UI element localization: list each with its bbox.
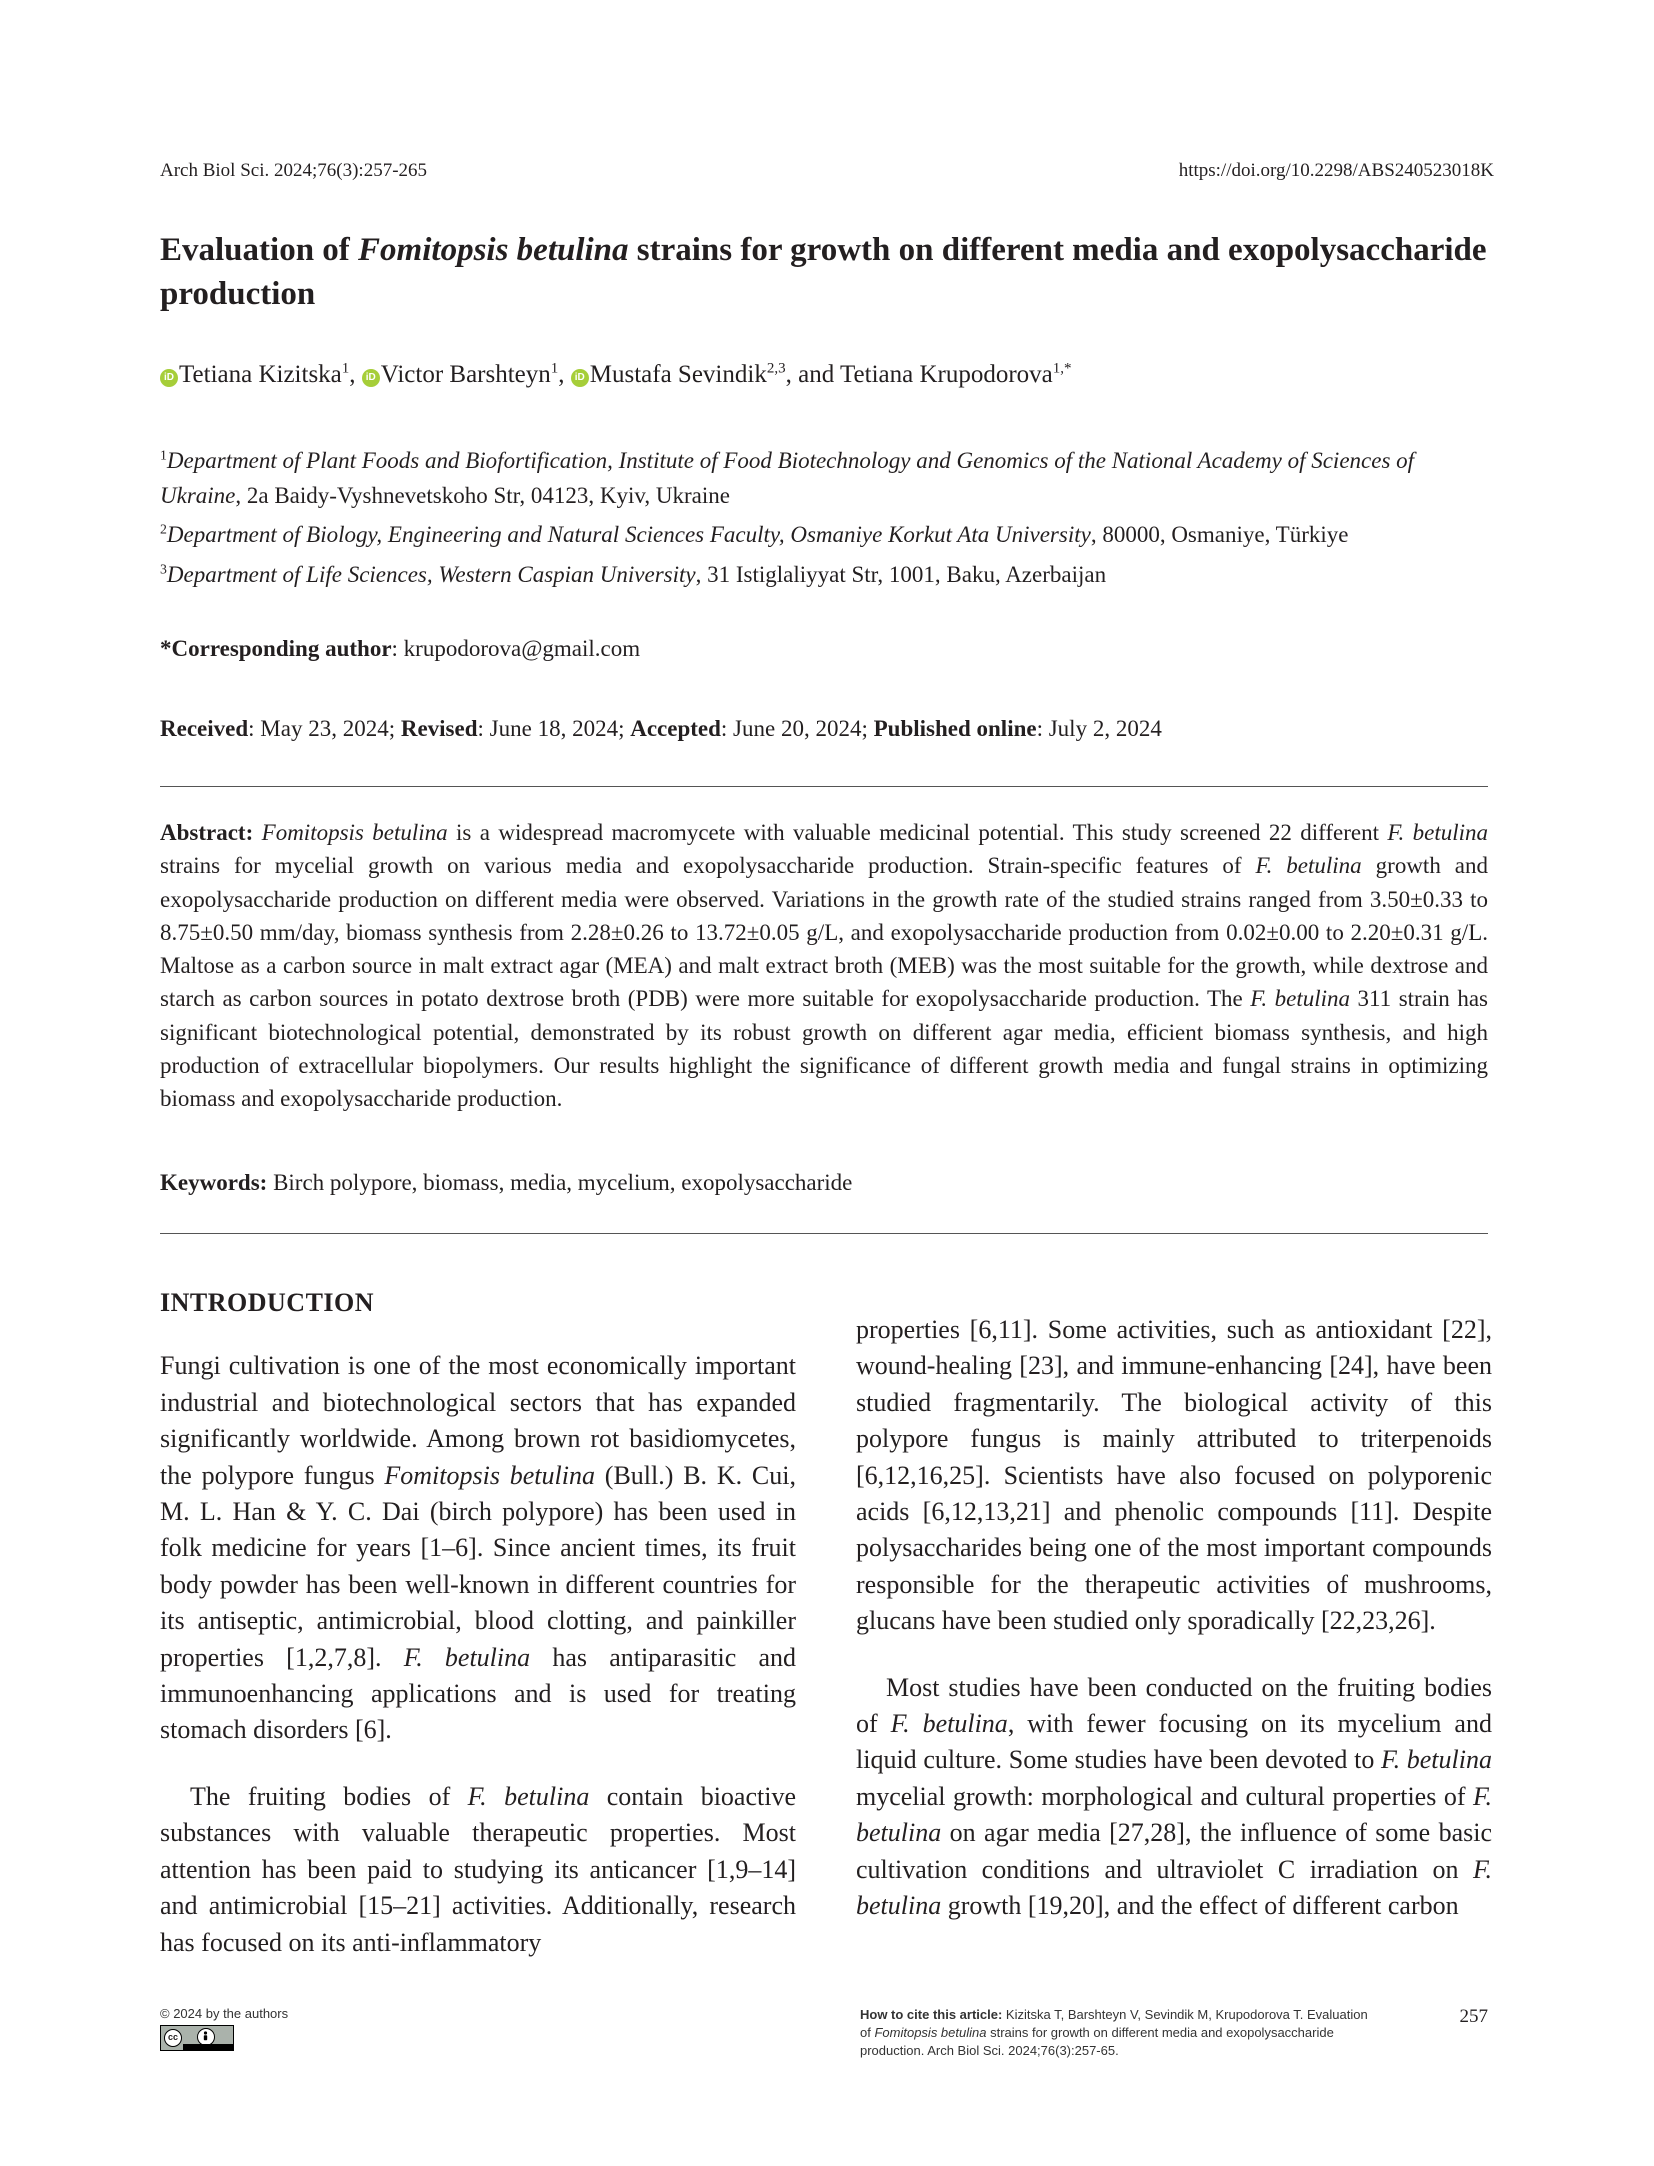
journal-reference: Arch Biol Sci. 2024;76(3):257-265	[160, 160, 428, 181]
divider-bottom	[160, 1233, 1488, 1234]
author-affiliation-marker: 1	[550, 360, 559, 377]
author-name: Victor Barshteyn	[380, 361, 551, 388]
accepted-date: June 20, 2024	[733, 716, 862, 741]
affiliation-number: 3	[160, 561, 167, 577]
species-name: F. betulina	[1250, 986, 1350, 1012]
species-name: F. betulina	[856, 1854, 1492, 1921]
how-to-cite	[860, 2006, 1380, 2060]
cite-text: strains for growth on different media and exopolysaccharide production. Arch Biol Sci. 2024;76(3):257-65.	[860, 2025, 1334, 2058]
abstract-body	[160, 820, 1488, 1111]
text-run: strains for mycelial growth on various media and exopolysaccharide production. Strain-specific features of	[160, 853, 1256, 879]
cc-by-license-icon[interactable]	[160, 2025, 234, 2051]
affiliation-address: , 31 Istiglaliyyat Str, 1001, Baku, Azerbaijan	[695, 562, 1107, 587]
abstract	[160, 816, 1488, 1116]
keywords	[160, 1170, 852, 1196]
received-label: Received	[160, 716, 249, 741]
text-run: contain bioactive substances with valuable therapeutic properties. Most attention has been paid to studying its anticancer [1,9–14] and antimicrobial [15–21] activities. Additionally, research has focused on its anti-inflammatory	[160, 1781, 796, 1957]
text-run: 311 strain has significant biotechnological potential, demonstrated by its robust growth on different agar media, efficient biomass synthesis, and high production of extracellular biopolymers. Our results highlight the significance of different growth media and fungal strains in optimizing biomass and exopolysaccharide production.	[160, 986, 1489, 1112]
received-date: May 23, 2024	[260, 716, 389, 741]
corresponding-email[interactable]: krupodorova@gmail.com	[403, 636, 641, 661]
corresponding-label: *Corresponding author	[160, 636, 392, 661]
cc-icon: cc	[164, 2029, 182, 2047]
author-affiliation-marker: 1	[341, 360, 350, 377]
species-name: F. betulina	[467, 1781, 590, 1811]
cite-species: Fomitopsis betulina	[874, 2025, 987, 2040]
affiliation-department: Department of Biology, Engineering and Natural Sciences Faculty, Osmaniye Korkut Ata University	[166, 522, 1091, 547]
keywords-label: Keywords:	[160, 1170, 268, 1195]
affiliation-address: , 80000, Osmaniye, Türkiye	[1090, 522, 1349, 547]
orcid-icon[interactable]: iD	[571, 369, 589, 387]
text-run: growth and exopolysaccharide production on different media were observed. Variations in the growth rate of the studied strains ranged from 3.50±0.33 to 8.75±0.50 mm/day, biomass synthesis from 2.28±0.26 to 13.72±0.05 g/L, and exopolysaccharide production from 0.02±0.00 to 2.20±0.31 g/L. Maltose as a carbon source in malt extract agar (MEA) and malt extract broth (MEB) was the most suitable for the growth, while dextrose and starch as carbon sources in potato dextrose broth (PDB) were more suitable for exopolysaccharide production. The	[160, 853, 1488, 1012]
author-affiliation-marker: 2,3	[766, 360, 786, 377]
section-heading: INTRODUCTION	[160, 1288, 375, 1317]
author-separator: ,	[558, 361, 571, 388]
title-part-2: strains for growth on different media and exopolysaccharide production	[160, 232, 1487, 312]
species-name: F. betulina	[1381, 1745, 1492, 1775]
divider-top	[160, 786, 1488, 787]
text-run: properties [6,11]. Some activities, such as antioxidant [22], wound-healing [23], and immune-enhancing [24], have been studied fragmentarily. The biological activity of this polypore fungus is mainly attributed to triterpenoids [6,12,16,25]. Scientists have also focused on polyporenic acids [6,12,13,21] and phenolic compounds [11]. Despite polysaccharides being one of the most important compounds responsible for the therapeutic activities of mushrooms, glucans have been studied only sporadically [22,23,26].	[856, 1315, 1492, 1636]
text-run: growth [19,20], and the effect of different carbon	[941, 1891, 1459, 1921]
accepted-label: Accepted	[630, 716, 721, 741]
species-name: F. betulina	[403, 1642, 531, 1672]
orcid-icon[interactable]: iD	[160, 369, 178, 387]
corresponding-author: *Corresponding author: krupodorova@gmail.com	[160, 636, 641, 661]
doi-link[interactable]: https://doi.org/10.2298/ABS240523018K	[1178, 160, 1494, 181]
species-name: Fomitopsis betulina	[384, 1460, 595, 1490]
text-run: , with fewer focusing on its mycelium and liquid culture. Some studies have been devoted to	[856, 1709, 1492, 1775]
text-run: Most studies have been conducted on the fruiting bodies of	[856, 1672, 1492, 1739]
column-left	[160, 1285, 796, 1961]
article-title	[160, 228, 1500, 316]
author-name: Mustafa Sevindik	[589, 361, 767, 388]
author-separator: ,	[349, 361, 362, 388]
affiliation-3	[160, 557, 1500, 592]
affiliation-1	[160, 443, 1500, 513]
published-date: July 2, 2024	[1048, 716, 1162, 741]
affiliation-number: 1	[160, 447, 167, 463]
paragraph	[856, 1312, 1492, 1640]
text-run: Fungi cultivation is one of the most economically important industrial and biotechnological sectors that has expanded significantly worldwide. Among brown rot basidiomycetes, the polypore fungus	[160, 1351, 796, 1490]
paragraph	[160, 1779, 796, 1961]
column-right	[856, 1312, 1492, 1925]
cite-text: Kizitska T, Barshteyn V, Sevindik M, Krupodorova T. Evaluation of	[860, 2007, 1368, 2040]
affiliation-department: Department of Life Sciences, Western Caspian University	[166, 562, 696, 587]
page-number: 257	[1459, 2006, 1488, 2027]
species-name: F. betulina	[1255, 853, 1362, 879]
author-name: Tetiana Krupodorova	[840, 361, 1053, 388]
author-name: Tetiana Kizitska	[179, 361, 342, 388]
affiliation-number: 2	[160, 521, 167, 537]
revised-label: Revised	[400, 716, 478, 741]
published-label: Published online	[873, 716, 1037, 741]
paragraph	[856, 1670, 1492, 1925]
author-list	[160, 358, 1072, 392]
keywords-text: Birch polypore, biomass, media, mycelium, exopolysaccharide	[267, 1170, 853, 1195]
text-run: on agar media [27,28], the influence of some basic cultivation conditions and ultraviolet C irradiation on	[856, 1818, 1492, 1884]
author-affiliation-marker: 1,*	[1052, 360, 1072, 377]
paragraph	[160, 1348, 796, 1748]
revised-date: June 18, 2024	[489, 716, 619, 741]
license-strip	[183, 2044, 234, 2050]
publication-dates: Received: May 23, 2024; Revised: June 18, 2024; Accepted: June 20, 2024; Published online: July 2, 2024	[160, 716, 1162, 741]
text-run: has antiparasitic and immunoenhancing applications and is used for treating stomach disorders [6].	[160, 1642, 796, 1745]
orcid-icon[interactable]: iD	[362, 369, 380, 387]
text-run: The fruiting bodies of	[190, 1781, 468, 1811]
species-name: F. betulina	[856, 1781, 1492, 1848]
species-name: Fomitopsis betulina	[261, 820, 448, 845]
abstract-label: Abstract:	[160, 820, 254, 845]
affiliation-2	[160, 517, 1500, 552]
species-name: F. betulina	[890, 1709, 1008, 1739]
text-run: is a widespread macromycete with valuable medicinal potential. This study screened 22 different	[447, 820, 1388, 845]
title-part-1: Evaluation of	[160, 232, 359, 268]
affiliation-department: Department of Plant Foods and Biofortification, Institute of Food Biotechnology and Genomics of the National Academy of Sciences of Ukraine	[160, 448, 1415, 508]
affiliation-address: , 2a Baidy-Vyshnevetskoho Str, 04123, Kyiv, Ukraine	[235, 483, 730, 508]
text-run: mycelial growth: morphological and cultural properties of	[856, 1781, 1473, 1811]
copyright-notice: © 2024 by the authors	[160, 2006, 289, 2021]
species-name: F. betulina	[1387, 820, 1489, 845]
author-separator: , and	[785, 361, 840, 388]
text-run: (Bull.) B. K. Cui, M. L. Han & Y. C. Dai (birch polypore) has been used in folk medicine for years [1–6]. Since ancient times, its fruit body powder has been well-known in different countries for its antiseptic, antimicrobial, blood clotting, and painkiller properties [1,2,7,8].	[160, 1460, 796, 1672]
cite-label: How to cite this article:	[860, 2007, 1003, 2022]
title-species: Fomitopsis betulina	[358, 232, 629, 268]
